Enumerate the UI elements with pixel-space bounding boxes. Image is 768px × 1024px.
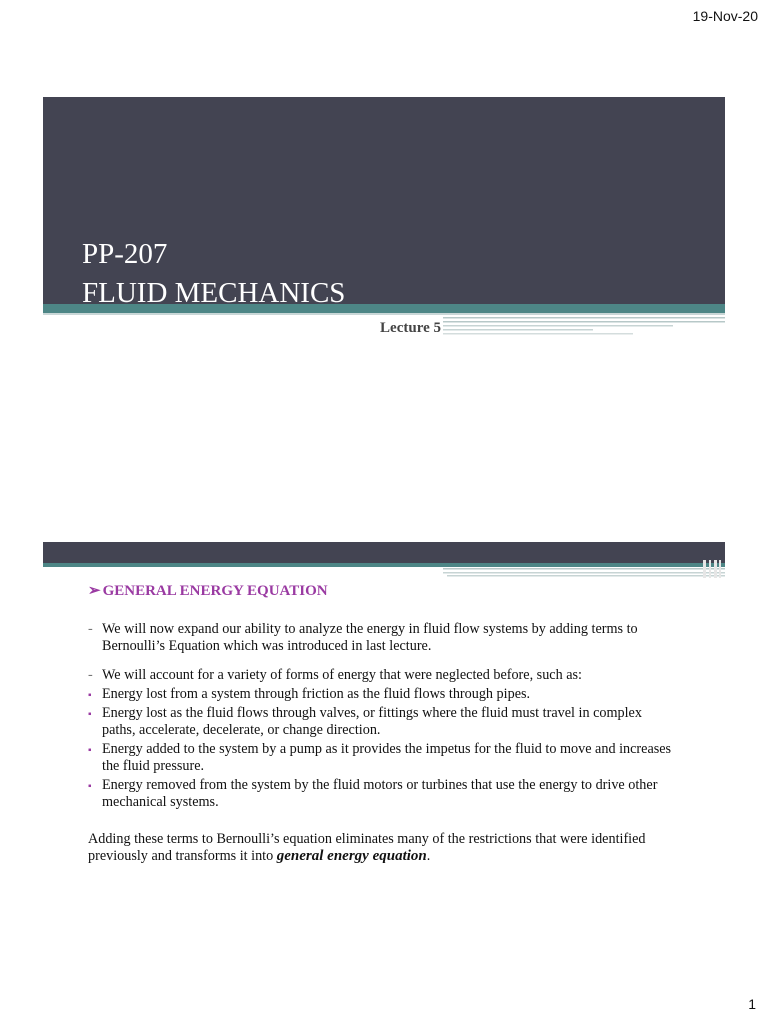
list-item — [88, 777, 678, 811]
closing-paragraph — [88, 831, 678, 865]
square-bullet-icon: ▪ — [88, 690, 92, 701]
course-code: PP-207 — [82, 238, 168, 270]
list-item-text: Energy removed from the system by the fluid motors or turbines that use the energy to drive other mechanical systems. — [102, 777, 658, 810]
emphasized-term: general energy equation — [276, 848, 427, 864]
title-banner — [43, 97, 725, 307]
list-item-text: Energy lost from a system through friction as the fluid flows through pipes. — [102, 686, 531, 702]
course-title: FLUID MECHANICS — [82, 277, 346, 309]
section-heading-text: GENERAL ENERGY EQUATION — [102, 583, 328, 599]
content-decorative-lines — [43, 560, 725, 580]
list-item — [88, 621, 678, 655]
date-label: 19-Nov-20 — [692, 8, 758, 24]
list-item — [88, 741, 678, 775]
section-heading — [88, 581, 328, 600]
arrow-bullet-icon: ➢ — [88, 583, 101, 599]
square-bullet-icon: ▪ — [88, 781, 92, 792]
closing-text: Adding these terms to Bernoulli’s equation eliminates many of the restrictions that were identified previously and transforms it into — [88, 831, 646, 864]
list-item-text: Energy lost as the fluid flows through valves, or fittings where the fluid must travel in complex paths, accelerate, decelerate, or change direction. — [102, 705, 642, 738]
square-bullet-icon: ▪ — [88, 745, 92, 756]
list-item — [88, 667, 678, 684]
list-item-text: We will account for a variety of forms of energy that were neglected before, such as: — [102, 667, 582, 683]
square-bullet-icon: ▪ — [88, 709, 92, 720]
list-item — [88, 686, 678, 703]
list-item-text: We will now expand our ability to analyze the energy in fluid flow systems by adding terms to Bernoulli’s Equation which was introduced in last lecture. — [102, 621, 638, 654]
slide-body — [88, 621, 678, 865]
list-item — [88, 705, 678, 739]
closing-end: . — [426, 848, 431, 864]
dash-marker: - — [88, 621, 93, 637]
list-item-text: Energy added to the system by a pump as it provides the impetus for the fluid to move and increases the fluid pressure. — [102, 741, 672, 774]
dash-marker: - — [88, 667, 93, 683]
lecture-subtitle: Lecture 5 — [380, 320, 441, 336]
page-number: 1 — [748, 996, 756, 1012]
